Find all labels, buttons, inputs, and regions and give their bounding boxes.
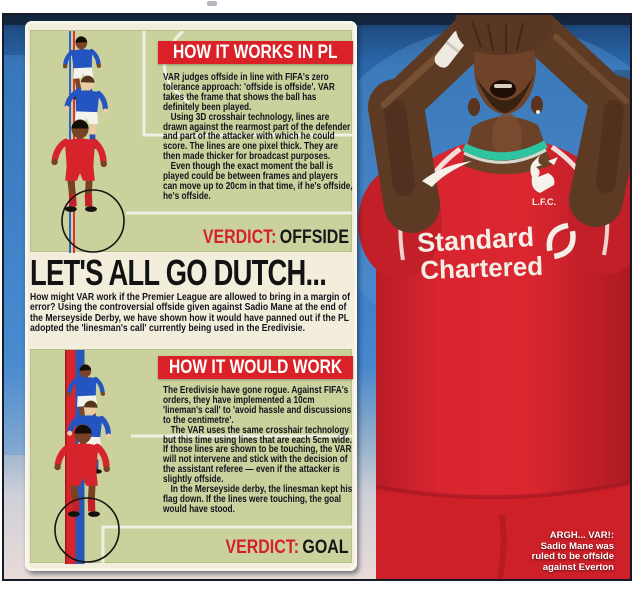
how-it-works-panel <box>30 30 352 252</box>
photo-caption-title: ARGH... VAR!: <box>549 530 614 541</box>
panel1-header <box>158 41 353 64</box>
crop-artifact <box>207 1 217 6</box>
how-it-would-work-panel <box>30 349 352 563</box>
panel1-body <box>163 73 355 202</box>
panel1-verdict <box>29 227 349 249</box>
mouth <box>490 80 516 98</box>
main-headline-text: LET'S ALL GO DUTCH... <box>30 252 327 293</box>
ear-left <box>468 98 480 116</box>
verdict-label: VERDICT: <box>202 227 277 248</box>
photo-caption-line: against Everton <box>542 561 614 573</box>
panel1-header-label: HOW IT WORKS IN PL <box>173 41 338 63</box>
photo-caption-line: ruled to be offside <box>531 551 614 562</box>
player-figure <box>51 119 107 212</box>
panel1-paragraph: Even though the exact moment the ball is played could be between frames and players can move up to 20cm in that time, if he's offside, he's offside. <box>163 161 353 202</box>
sponsor-text-line2: Chartered <box>419 250 544 286</box>
photo-caption <box>484 531 614 573</box>
intro-paragraph <box>30 293 354 335</box>
verdict-value: OFFSIDE <box>279 227 349 248</box>
verdict-value: GOAL <box>302 537 349 558</box>
panel2-body <box>163 386 355 515</box>
panel2-paragraph: The Eredivisie have gone rogue. Against FIFA's orders, they have implemented a 10cm 'lineman's call' to 'avoid hassle and discussions to the centimetre'. <box>163 385 352 426</box>
left-strip-highlight <box>4 55 26 455</box>
mane-figure <box>358 15 630 579</box>
panel1-paragraph: Using 3D crosshair technology, lines are drawn against the rearmost part of the defender and part of the attacker with which he could score. The lines are one pixel thick. They are then made thicker for broadcast purposes. <box>163 111 351 163</box>
panel2-paragraph: In the Merseyside derby, the linesman kept his flag down. If the lines were touching, the goal would have stood. <box>163 484 353 515</box>
thick-line-edge <box>65 350 67 564</box>
teeth <box>494 84 512 88</box>
panel2-verdict <box>29 537 349 559</box>
panel2-header-label: HOW IT WOULD WORK <box>168 356 343 378</box>
panel2-header <box>158 356 353 379</box>
panel2-paragraph: The VAR uses the same crosshair technology but this time using lines that are each 5cm wide. If those lines are shown to be touching, the VAR will not intervene and stick with the decision of the assistant referee — even if the attacker is slightly offside. <box>163 424 353 486</box>
photo-caption-line: Sadio Mane was <box>540 540 614 552</box>
main-headline <box>30 252 356 294</box>
verdict-label: VERDICT: <box>225 537 300 558</box>
lfc-crest-text: L.F.C. <box>532 197 556 207</box>
players-group <box>51 35 109 212</box>
main-frame <box>2 13 632 581</box>
earring <box>536 110 540 114</box>
intro-paragraph-text: How might VAR work if the Premier League are allowed to bring in a margin of error? Using the controversial offside given against Sadio Mane at the end of the Merseyside Derby, we have shown how it would have panned out if the PL adopted the 'linesman's call' currently being used in the Eredivisie. <box>30 292 351 335</box>
sponsor-text-line1: Standard <box>416 221 535 259</box>
infographic-panel <box>25 21 357 571</box>
panel1-paragraph: VAR judges offside in line with FIFA's zero tolerance approach: 'offside is offside'. VAR takes the frame that shows the ball has definitely been played. <box>163 72 335 113</box>
